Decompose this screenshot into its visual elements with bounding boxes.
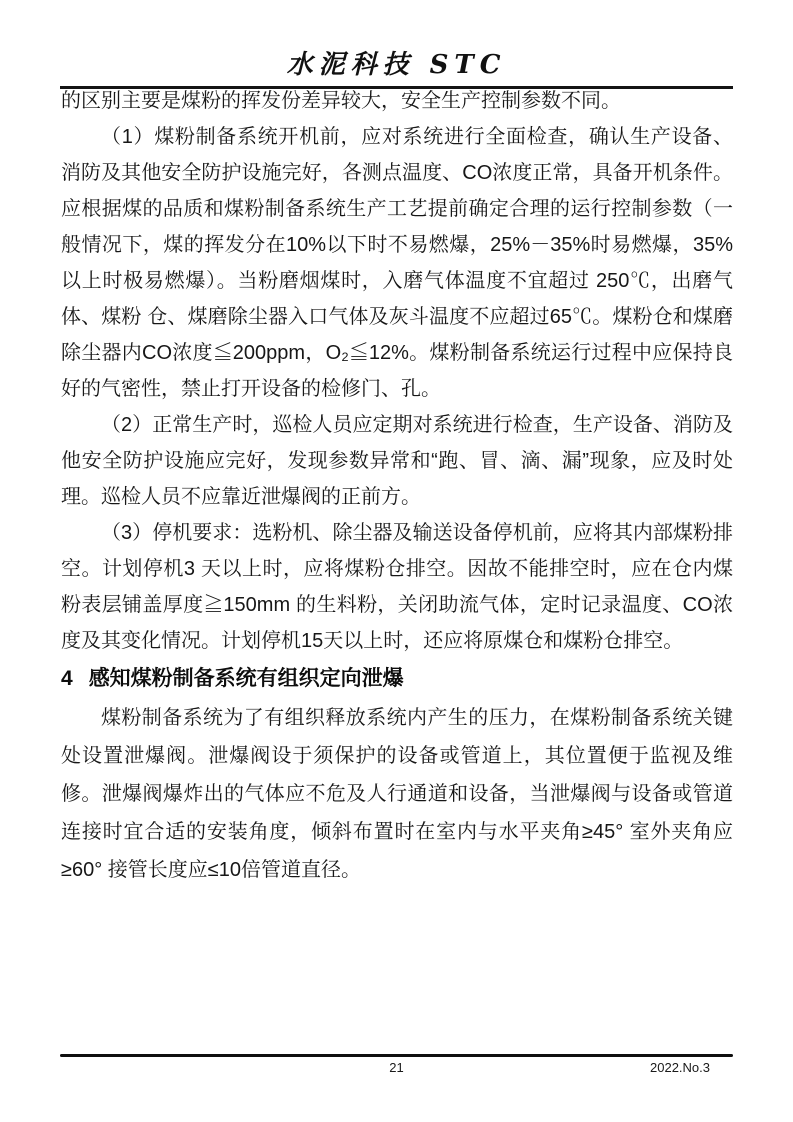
section-title: 感知煤粉制备系统有组织定向泄爆 [88, 667, 404, 690]
section-number: 4 [61, 667, 73, 690]
paragraph-item-1: （1）煤粉制备系统开机前，应对系统进行全面检查，确认生产设备、 消防及其他安全防护设施完好，各测点温度、CO浓度正常，具备开机条件。应根据煤的品质和煤粉制备系统生产工艺提前确定合理的运行控制参数（一般情况下，煤的挥发分在10%以下时不易燃爆，25%－35%时易燃爆，35%以上时极易燃爆）。当粉磨烟煤时，入磨气体温度不宜超过 250℃，出磨气体、煤粉 仓、煤磨除尘器入口气体及灰斗温度不应超过65℃。煤粉仓和煤磨除尘器内CO浓度≦200ppm，O₂≦12%。煤粉制备系统运行过程中应保持良好的气密性，禁止打开设备的检修门、孔。 [61, 126, 733, 400]
section-paragraph: 煤粉制备系统为了有组织释放系统内产生的压力，在煤粉制备系统关键处设置泄爆阀。泄爆阀设于须保护的设备或管道上，其位置便于监视及维修。泄爆阀爆炸出的气体应不危及人行通道和设备，当泄爆阀与设备或管道连接时宜合适的安装角度，倾斜布置时在室内与水平夹角≥45° 室外夹角应≥60° 接管长度应≤10倍管道直径。 [61, 707, 733, 881]
paragraph-continuation: 的区别主要是煤粉的挥发份差异较大，安全生产控制参数不同。 [61, 90, 621, 112]
page-number: 21 [389, 1060, 404, 1075]
issue-label: 2022.No.3 [650, 1060, 710, 1075]
section-heading [61, 659, 733, 699]
footer-rule [60, 1054, 733, 1057]
page-footer [60, 1060, 733, 1080]
journal-title: 水泥科技 STC [286, 50, 507, 80]
document-body [61, 83, 733, 889]
paragraph-item-3: （3）停机要求：选粉机、除尘器及输送设备停机前，应将其内部煤粉排空。计划停机3 天以上时，应将煤粉仓排空。因故不能排空时，应在仓内煤粉表层铺盖厚度≧150mm 的生料粉，关闭助流气体，定时记录温度、CO浓度及其变化情况。计划停机15天以上时，还应将原煤仓和煤粉仓排空。 [61, 522, 733, 652]
paragraph-item-2: （2）正常生产时，巡检人员应定期对系统进行检查，生产设备、消防及他安全防护设施应完好，发现参数异常和“跑、冒、滴、漏”现象，应及时处理。巡检人员不应靠近泄爆阀的正前方。 [61, 414, 733, 508]
